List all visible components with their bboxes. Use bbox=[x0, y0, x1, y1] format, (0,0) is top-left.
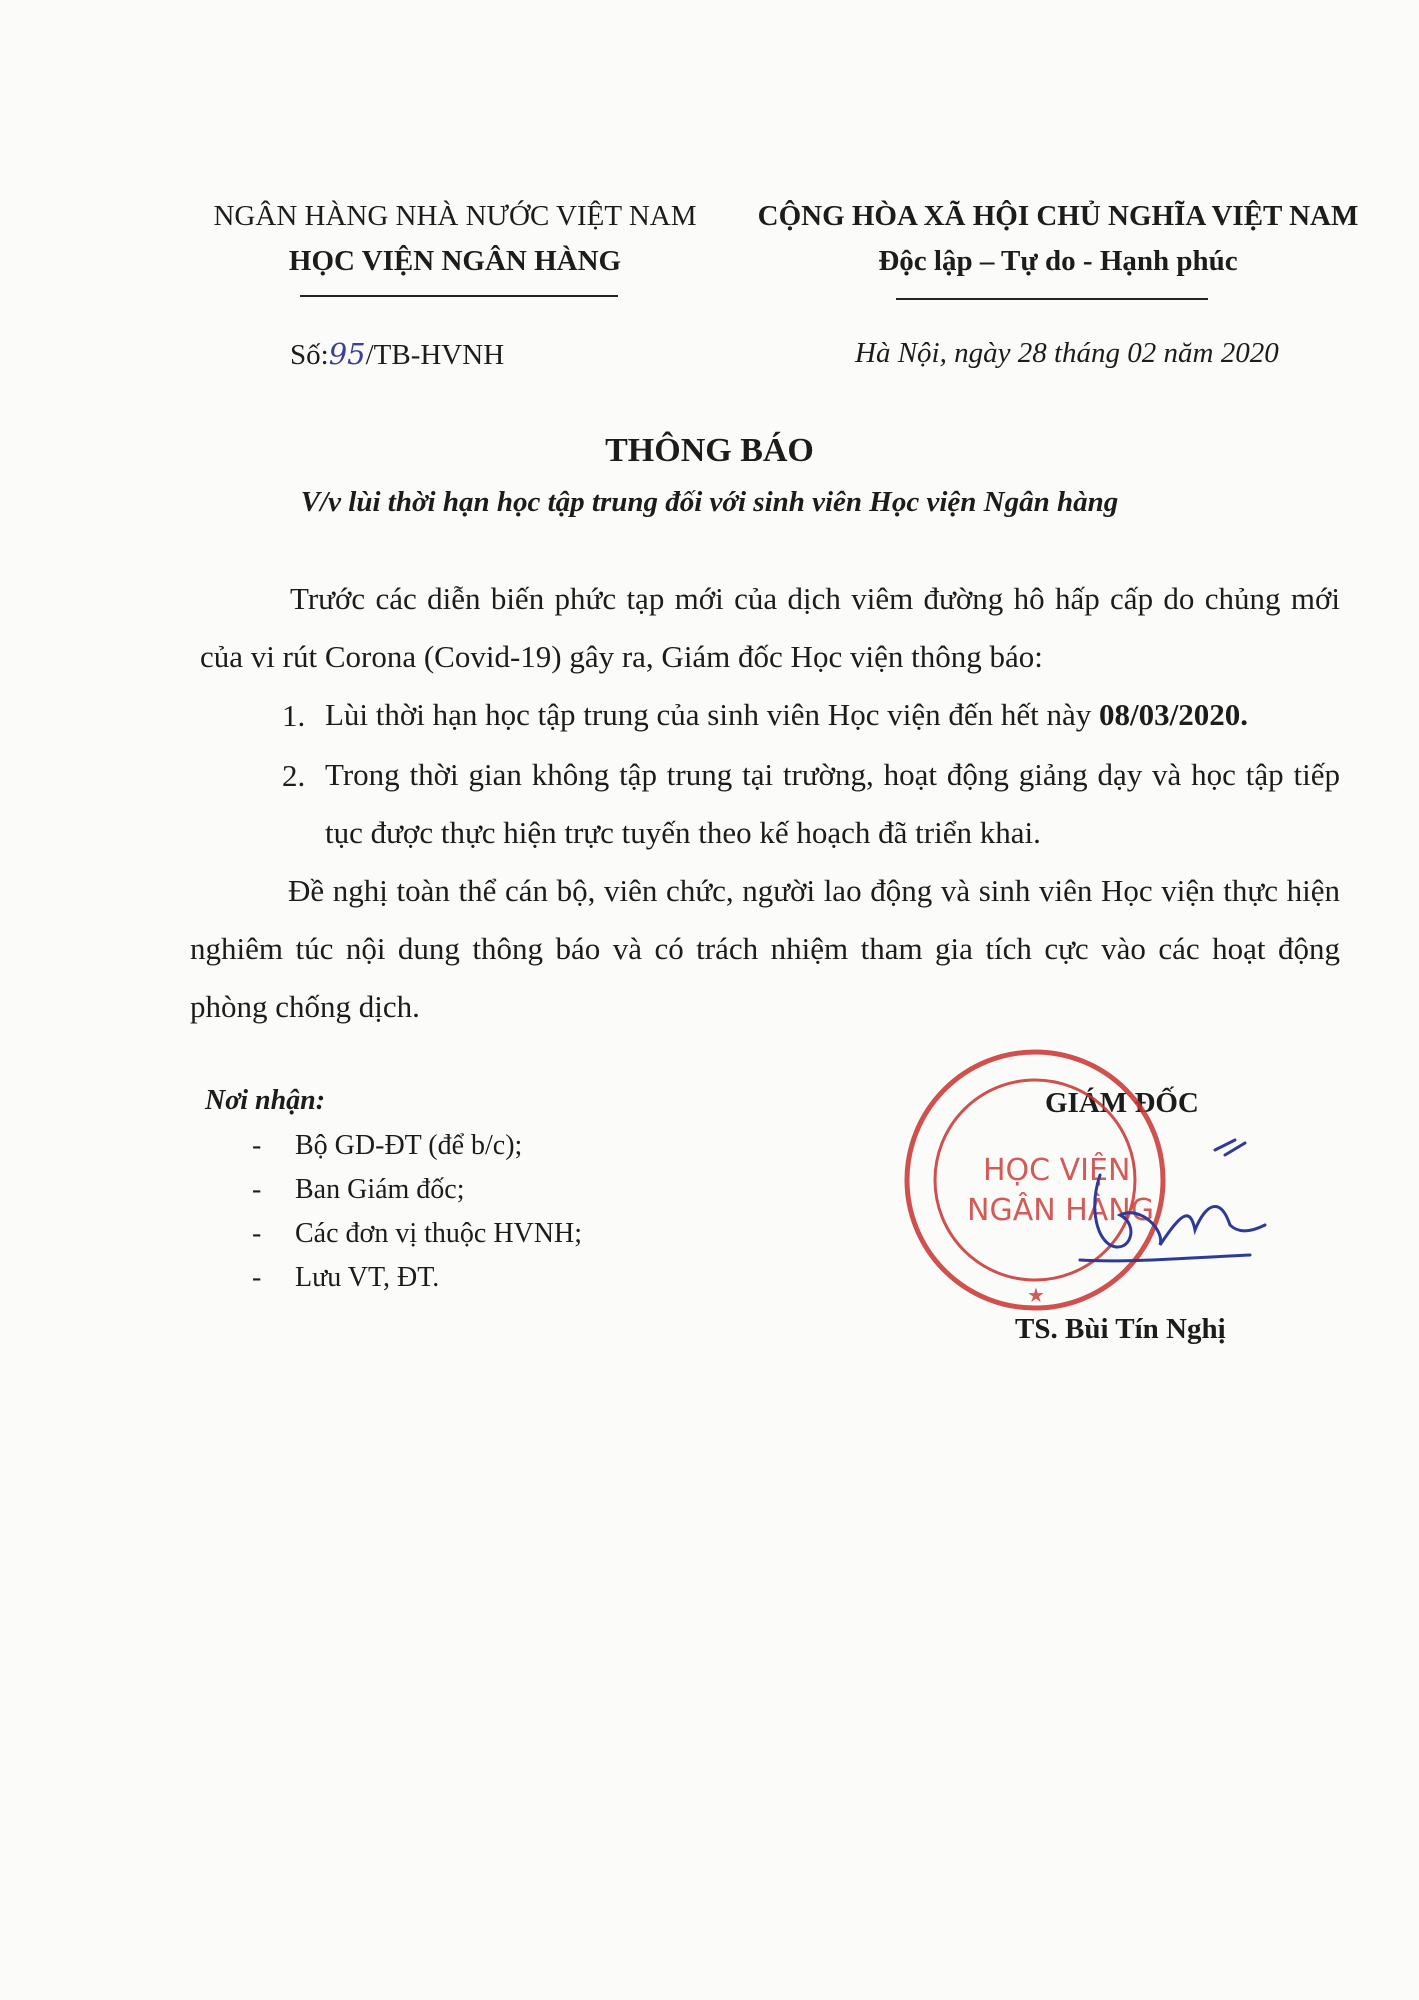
header-right-rule bbox=[896, 298, 1208, 300]
recipient-bullet: - bbox=[252, 1174, 262, 1205]
notice-title: THÔNG BÁO bbox=[605, 432, 814, 469]
svg-text:★: ★ bbox=[1027, 1283, 1045, 1307]
recipient-bullet: - bbox=[252, 1262, 262, 1293]
document-number bbox=[290, 337, 504, 372]
svg-text:HỌC VIỆN: HỌC VIỆN bbox=[983, 1153, 1131, 1188]
item-1-text bbox=[325, 686, 1340, 744]
item-2-text: Trong thời gian không tập trung tại trường, hoạt động giảng dạy và học tập tiếp tục được thực hiện trực tuyến theo kế hoạch đã triển khai. bbox=[325, 757, 1340, 850]
recipient-item: Các đơn vị thuộc HVNH; bbox=[295, 1218, 582, 1249]
document-number-prefix: Số: bbox=[290, 339, 329, 371]
recipient-bullet: - bbox=[252, 1218, 262, 1249]
header-left-rule bbox=[300, 295, 618, 297]
intro-paragraph: Trước các diễn biến phức tạp mới của dịch viêm đường hô hấp cấp do chủng mới của vi rút Corona (Covid-19) gây ra, Giám đốc Học viện thông báo: bbox=[200, 581, 1340, 674]
item-1-number: 1. bbox=[282, 698, 306, 733]
national-title: CỘNG HÒA XÃ HỘI CHỦ NGHĨA VIỆT NAM bbox=[757, 200, 1359, 232]
issuer-name: NGÂN HÀNG NHÀ NƯỚC VIỆT NAM bbox=[213, 200, 697, 232]
recipient-item: Lưu VT, ĐT. bbox=[295, 1262, 440, 1293]
item-2-number: 2. bbox=[282, 758, 306, 793]
item-1-body: Lùi thời hạn học tập trung của sinh viên Học viện đến hết này bbox=[325, 697, 1099, 732]
place-date: Hà Nội, ngày 28 tháng 02 năm 2020 bbox=[855, 337, 1279, 369]
item-1-date: 08/03/2020. bbox=[1098, 697, 1248, 732]
recipients-label: Nơi nhận: bbox=[205, 1085, 326, 1116]
recipient-bullet: - bbox=[252, 1130, 262, 1161]
svg-text:NGÂN HÀNG: NGÂN HÀNG bbox=[967, 1193, 1154, 1228]
national-motto: Độc lập – Tự do - Hạnh phúc bbox=[878, 245, 1238, 277]
notice-subject: V/v lùi thời hạn học tập trung đối với sinh viên Học viện Ngân hàng bbox=[300, 486, 1119, 518]
signatory-name: TS. Bùi Tín Nghị bbox=[1015, 1313, 1226, 1345]
handwritten-signature-icon bbox=[1070, 1135, 1270, 1275]
closing-paragraph: Đề nghị toàn thể cán bộ, viên chức, người lao động và sinh viên Học viện thực hiện nghiêm túc nội dung thông báo và có trách nhiệm tham gia tích cực vào các hoạt động phòng chống dịch. bbox=[190, 873, 1340, 1024]
signatory-title: GIÁM ĐỐC bbox=[1045, 1087, 1199, 1119]
recipient-item: Bộ GD-ĐT (để b/c); bbox=[295, 1130, 523, 1161]
document-number-handwritten: 95 bbox=[328, 337, 366, 371]
institution-name: HỌC VIỆN NGÂN HÀNG bbox=[288, 245, 622, 277]
recipient-item: Ban Giám đốc; bbox=[295, 1174, 465, 1205]
document-number-suffix: /TB-HVNH bbox=[365, 339, 505, 371]
